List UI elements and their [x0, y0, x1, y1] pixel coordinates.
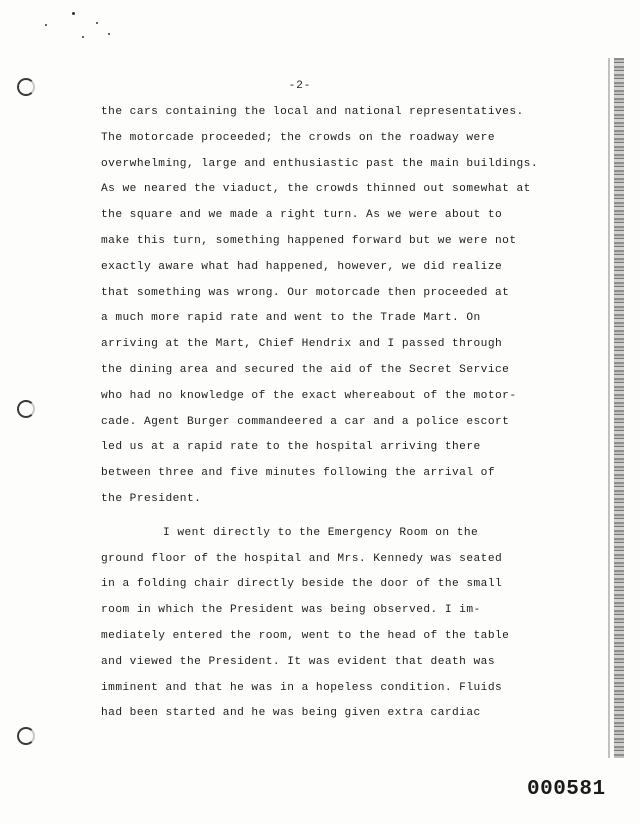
body-text — [101, 100, 541, 727]
text-line: I went directly to the Emergency Room on the — [163, 526, 479, 539]
binder-hole-middle — [17, 400, 35, 418]
text-line: make this turn, something happened forward but we were not — [101, 234, 517, 247]
text-line: room in which the President was being observed. I im- — [101, 604, 481, 617]
paragraph-1 — [101, 100, 541, 513]
text-line: imminent and that he was in a hopeless condition. Fluids — [101, 681, 503, 694]
text-line: and viewed the President. It was evident that death was — [101, 655, 495, 668]
text-line: arriving at the Mart, Chief Hendrix and I passed through — [101, 338, 503, 351]
text-line: mediately entered the room, went to the head of the table — [101, 629, 510, 642]
text-line: ground floor of the hospital and Mrs. Kennedy was seated — [101, 552, 503, 565]
text-line: cade. Agent Burger commandeered a car and a police escort — [101, 415, 510, 428]
text-line: The motorcade proceeded; the crowds on the roadway were — [101, 131, 495, 144]
text-line: As we neared the viaduct, the crowds thinned out somewhat at — [101, 183, 531, 196]
text-line: overwhelming, large and enthusiastic past the main buildings. — [101, 157, 538, 170]
text-line: that something was wrong. Our motorcade then proceeded at — [101, 286, 510, 299]
paragraph-2 — [101, 521, 541, 727]
speck — [82, 36, 84, 38]
speck — [96, 22, 98, 24]
binder-hole-bottom — [17, 727, 35, 745]
page-number: -2- — [288, 80, 312, 92]
speck — [72, 12, 75, 15]
speck — [108, 33, 110, 35]
text-line: the square and we made a right turn. As we were about to — [101, 209, 503, 222]
text-line: the President. — [101, 492, 202, 505]
text-line: between three and five minutes following the arrival of — [101, 467, 495, 480]
text-line: who had no knowledge of the exact whereabout of the motor- — [101, 389, 517, 402]
photocopy-edge-line — [608, 58, 610, 758]
text-line: exactly aware what had happened, however, we did realize — [101, 260, 503, 273]
speck — [45, 24, 47, 26]
text-line: the dining area and secured the aid of the Secret Service — [101, 363, 510, 376]
text-line: in a folding chair directly beside the door of the small — [101, 578, 503, 591]
text-line: a much more rapid rate and went to the Trade Mart. On — [101, 312, 481, 325]
text-line: had been started and he was being given extra cardiac — [101, 707, 481, 720]
text-line: the cars containing the local and national representatives. — [101, 106, 524, 118]
document-number: 000581 — [527, 778, 606, 801]
text-line: led us at a rapid rate to the hospital arriving there — [101, 441, 481, 454]
photocopy-edge — [614, 58, 624, 758]
